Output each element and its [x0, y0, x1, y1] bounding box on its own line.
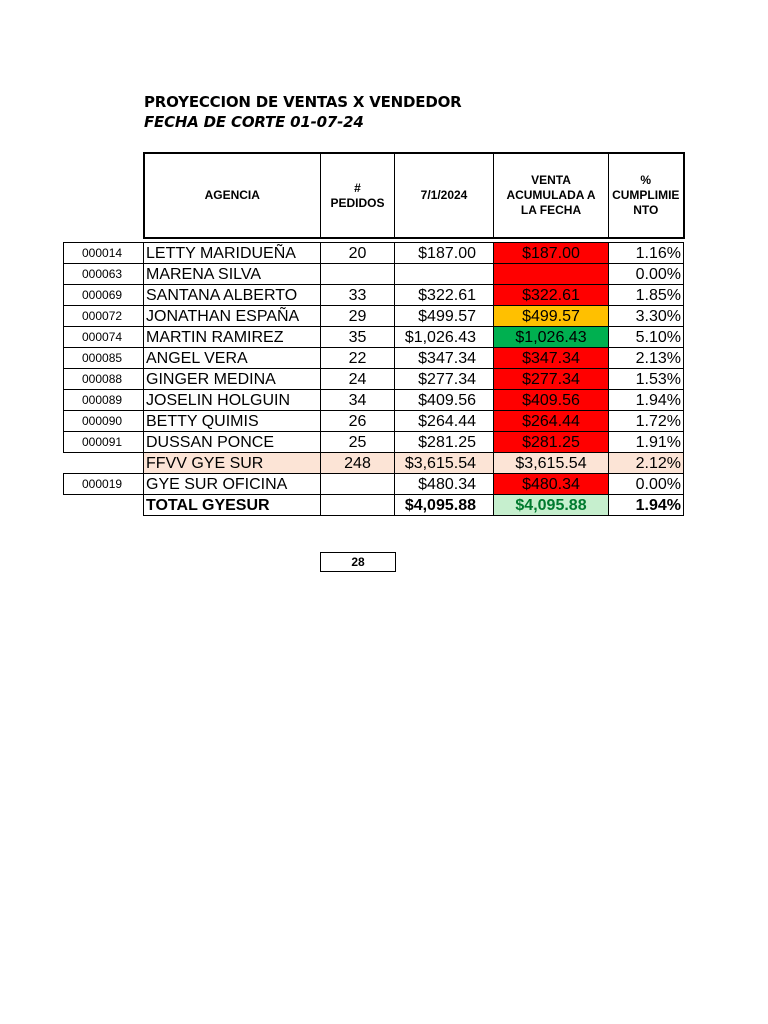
accumulated-sales: $187.00 — [494, 243, 609, 264]
table-row — [64, 432, 684, 453]
accumulated-sales — [494, 264, 609, 285]
office-daily-sales: $480.34 — [395, 474, 494, 495]
subtotal-row — [64, 453, 684, 474]
orders-count: 22 — [321, 348, 395, 369]
orders-count: 26 — [321, 411, 395, 432]
accumulated-sales: $264.44 — [494, 411, 609, 432]
agent-name: JOSELIN HOLGUIN — [144, 390, 321, 411]
subtotal-accumulated-sales: $3,615.54 — [494, 453, 609, 474]
table-row — [64, 264, 684, 285]
subtotal-daily-sales: $3,615.54 — [395, 453, 494, 474]
orders-count — [321, 264, 395, 285]
orders-count: 29 — [321, 306, 395, 327]
accumulated-sales: $347.34 — [494, 348, 609, 369]
agent-name: SANTANA ALBERTO — [144, 285, 321, 306]
daily-sales: $264.44 — [395, 411, 494, 432]
accumulated-sales: $322.61 — [494, 285, 609, 306]
col-header-venta-acumulada: VENTA ACUMULADA A LA FECHA — [494, 153, 609, 238]
accumulated-sales: $409.56 — [494, 390, 609, 411]
col-header-agencia: AGENCIA — [144, 153, 321, 238]
total-compliance: 1.94% — [609, 495, 684, 516]
daily-sales: $409.56 — [395, 390, 494, 411]
subtotal-name: FFVV GYE SUR — [144, 453, 321, 474]
daily-sales: $281.25 — [395, 432, 494, 453]
table-row — [64, 348, 684, 369]
office-orders — [321, 474, 395, 495]
office-compliance: 0.00% — [609, 474, 684, 495]
agent-code: 000088 — [64, 369, 144, 390]
orders-count: 34 — [321, 390, 395, 411]
table-row — [64, 390, 684, 411]
col-header-date: 7/1/2024 — [395, 153, 494, 238]
subtotal-orders: 248 — [321, 453, 395, 474]
agent-name: JONATHAN ESPAÑA — [144, 306, 321, 327]
orders-count: 25 — [321, 432, 395, 453]
table-row — [64, 243, 684, 264]
agent-name: MARENA SILVA — [144, 264, 321, 285]
table-row — [64, 411, 684, 432]
compliance-percent: 1.91% — [609, 432, 684, 453]
accumulated-sales: $277.34 — [494, 369, 609, 390]
office-accumulated-sales: $480.34 — [494, 474, 609, 495]
daily-sales: $187.00 — [395, 243, 494, 264]
agent-name: MARTIN RAMIREZ — [144, 327, 321, 348]
orders-count: 35 — [321, 327, 395, 348]
accumulated-sales: $499.57 — [494, 306, 609, 327]
report-cutoff-date: FECHA DE CORTE 01-07-24 — [144, 113, 364, 131]
total-name: TOTAL GYESUR — [144, 495, 321, 516]
agent-code: 000074 — [64, 327, 144, 348]
daily-sales: $277.34 — [395, 369, 494, 390]
agent-name: BETTY QUIMIS — [144, 411, 321, 432]
agent-code: 000089 — [64, 390, 144, 411]
agent-name: LETTY MARIDUEÑA — [144, 243, 321, 264]
agent-code: 000069 — [64, 285, 144, 306]
page-number: 28 — [320, 552, 396, 572]
orders-count: 24 — [321, 369, 395, 390]
daily-sales — [395, 264, 494, 285]
office-code: 000019 — [64, 474, 144, 495]
agent-code: 000063 — [64, 264, 144, 285]
daily-sales: $322.61 — [395, 285, 494, 306]
compliance-percent: 5.10% — [609, 327, 684, 348]
col-header-pedidos: # PEDIDOS — [321, 153, 395, 238]
orders-count: 20 — [321, 243, 395, 264]
daily-sales: $347.34 — [395, 348, 494, 369]
accumulated-sales: $281.25 — [494, 432, 609, 453]
total-daily-sales: $4,095.88 — [395, 495, 494, 516]
compliance-percent: 1.72% — [609, 411, 684, 432]
orders-count: 33 — [321, 285, 395, 306]
table-row — [64, 306, 684, 327]
compliance-percent: 1.85% — [609, 285, 684, 306]
compliance-percent: 2.13% — [609, 348, 684, 369]
office-name: GYE SUR OFICINA — [144, 474, 321, 495]
agent-code: 000072 — [64, 306, 144, 327]
table-header-row — [64, 153, 684, 238]
agent-name: GINGER MEDINA — [144, 369, 321, 390]
accumulated-sales: $1,026.43 — [494, 327, 609, 348]
table-row — [64, 327, 684, 348]
agent-name: DUSSAN PONCE — [144, 432, 321, 453]
col-header-cumplimiento: % CUMPLIMIE NTO — [609, 153, 684, 238]
agent-code: 000091 — [64, 432, 144, 453]
agent-name: ANGEL VERA — [144, 348, 321, 369]
compliance-percent: 1.94% — [609, 390, 684, 411]
total-accumulated-sales: $4,095.88 — [494, 495, 609, 516]
office-row — [64, 474, 684, 495]
table-row — [64, 285, 684, 306]
agent-code: 000090 — [64, 411, 144, 432]
total-orders — [321, 495, 395, 516]
table-row — [64, 369, 684, 390]
report-title: PROYECCION DE VENTAS X VENDEDOR — [144, 93, 462, 111]
agent-code: 000014 — [64, 243, 144, 264]
compliance-percent: 0.00% — [609, 264, 684, 285]
compliance-percent: 1.53% — [609, 369, 684, 390]
daily-sales: $499.57 — [395, 306, 494, 327]
subtotal-compliance: 2.12% — [609, 453, 684, 474]
compliance-percent: 1.16% — [609, 243, 684, 264]
compliance-percent: 3.30% — [609, 306, 684, 327]
daily-sales: $1,026.43 — [395, 327, 494, 348]
agent-code: 000085 — [64, 348, 144, 369]
sales-table — [63, 152, 685, 516]
total-row — [64, 495, 684, 516]
